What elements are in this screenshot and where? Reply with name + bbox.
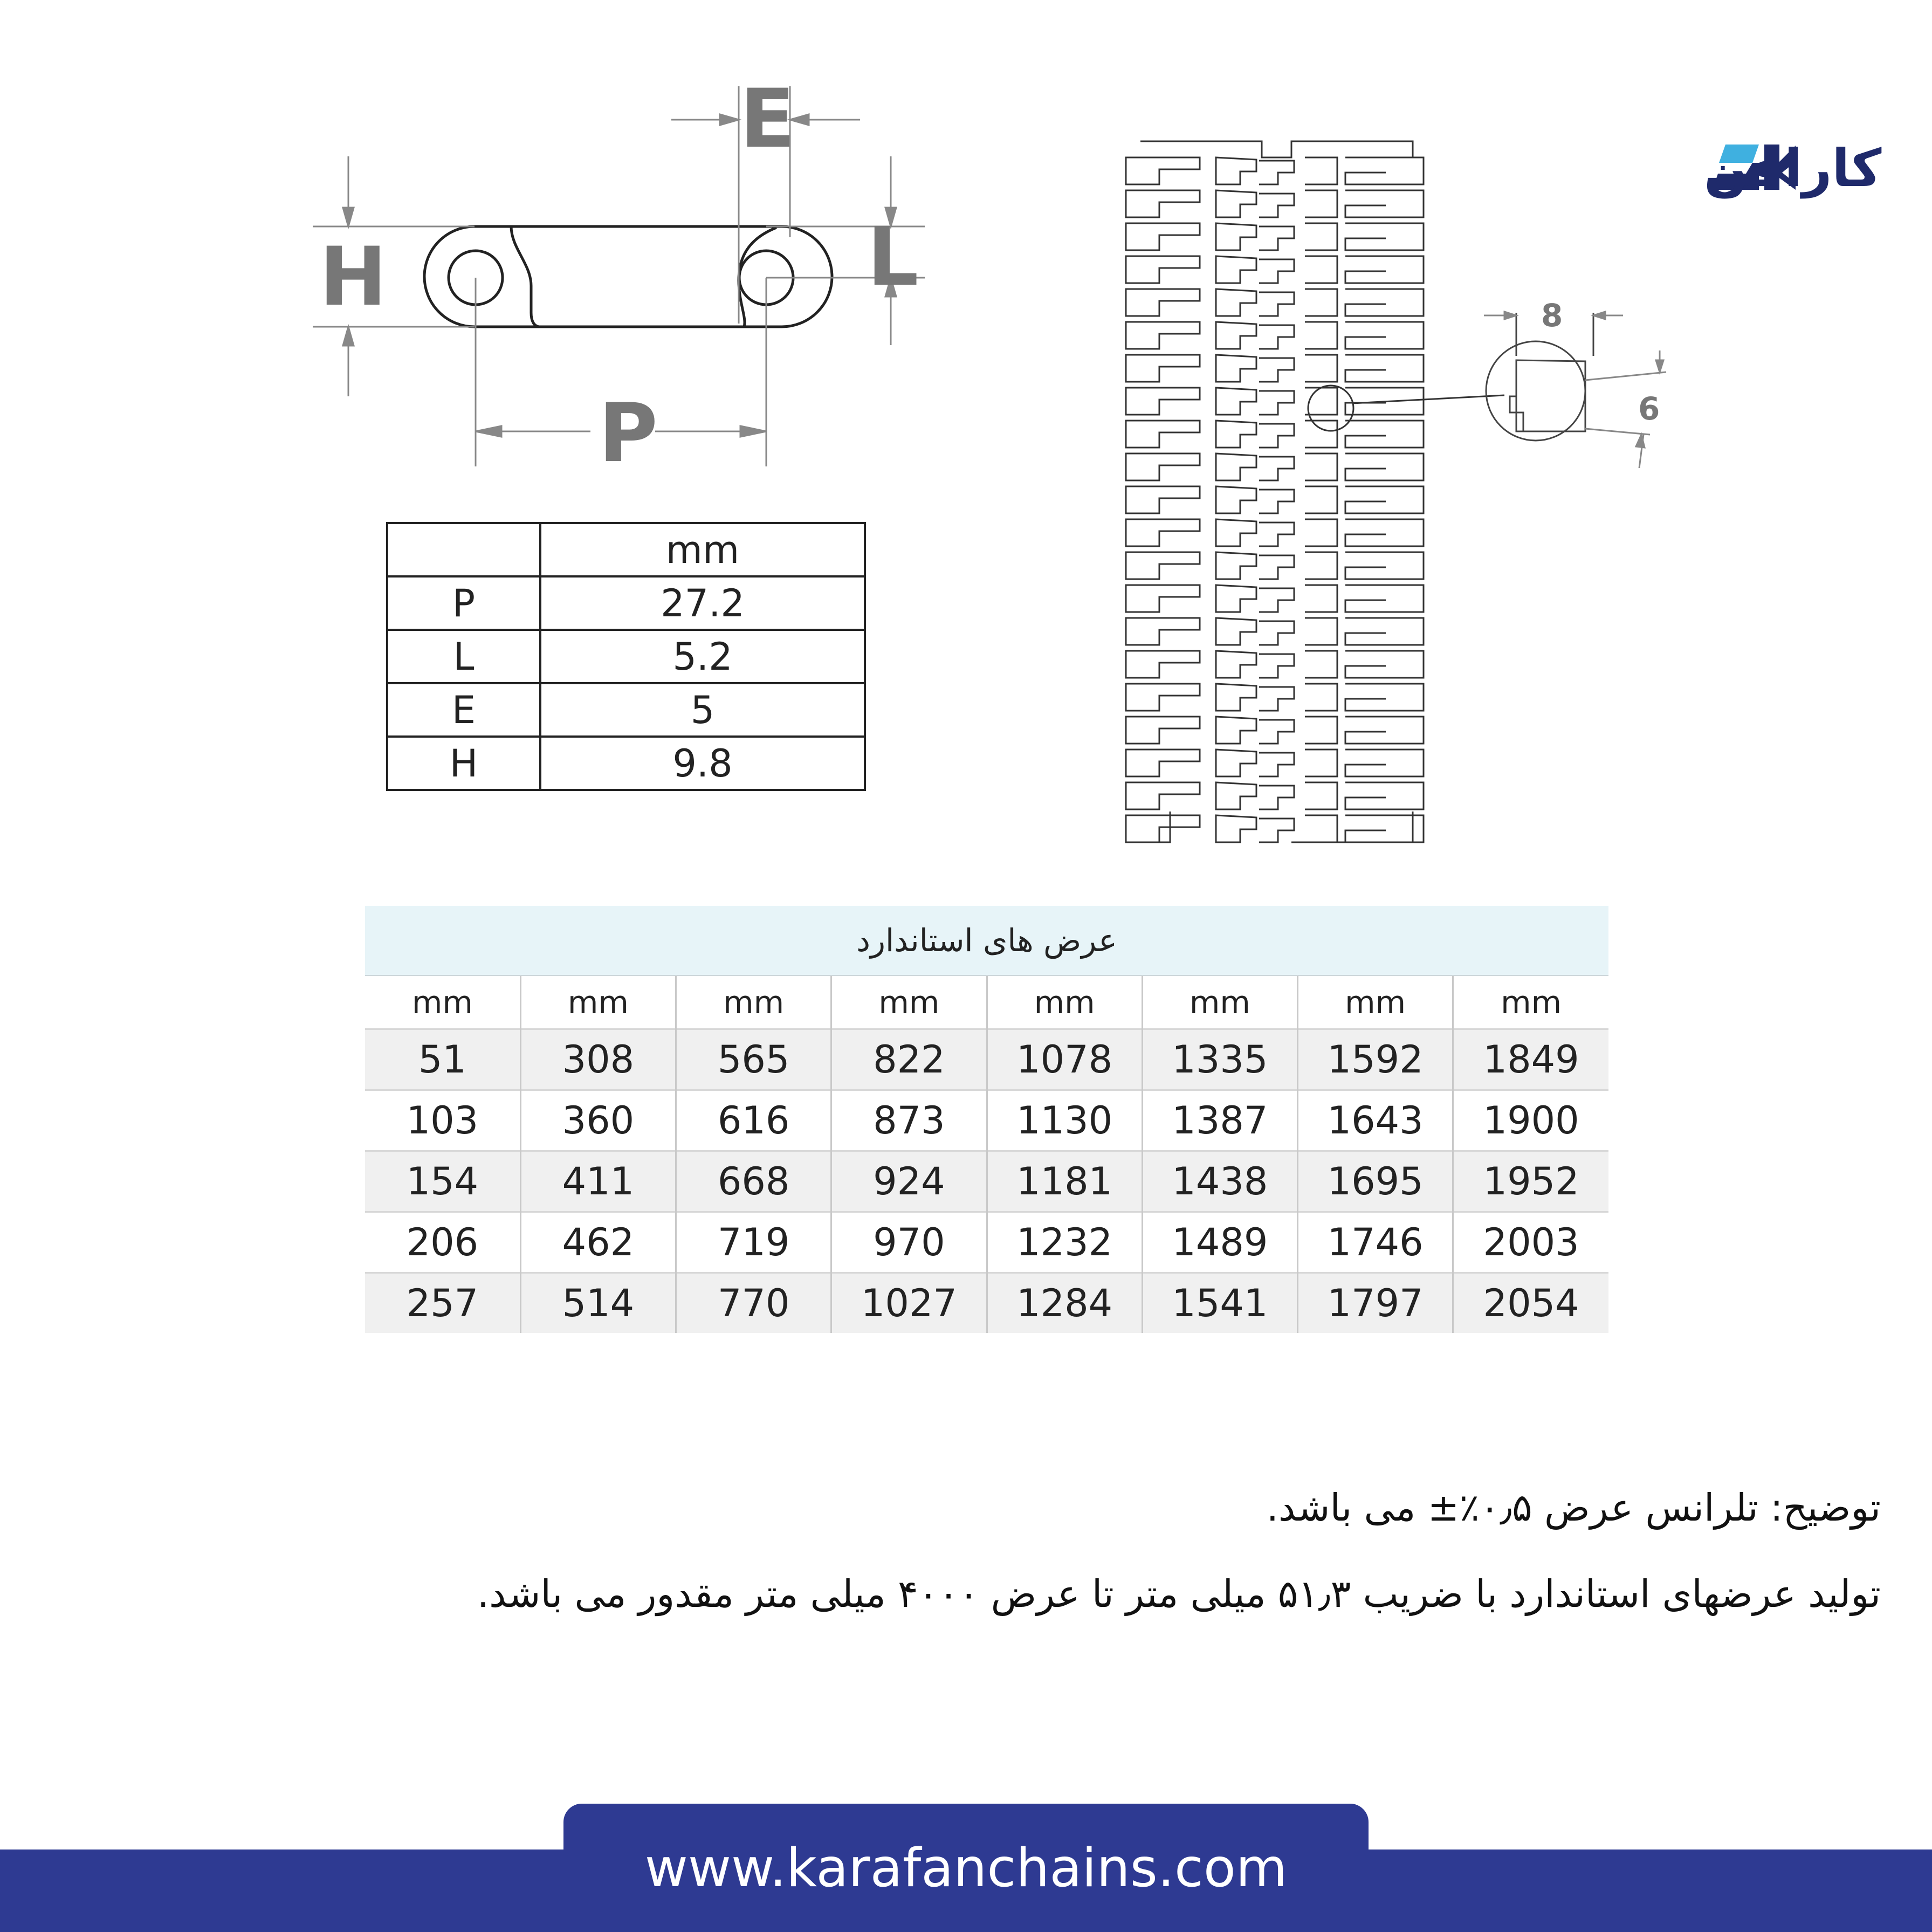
width-cell: 924 [831,1151,987,1212]
detail-dim-height: 6 [1638,390,1660,427]
dims-key: E [387,683,540,737]
width-cell: 719 [676,1212,831,1273]
dims-unit-header: mm [540,523,865,576]
width-cell: 2003 [1453,1212,1608,1273]
dims-key: P [387,576,540,630]
website-link[interactable]: www.karafanchains.com [644,1838,1288,1899]
belt-module-row [1126,355,1424,382]
dims-value: 9.8 [540,737,865,790]
width-cell: 616 [676,1090,831,1151]
unit-cell: mm [831,976,987,1029]
width-cell: 1027 [831,1273,987,1333]
unit-cell: mm [520,976,676,1029]
standard-widths-table [365,906,1608,1325]
logo-wordmark: کارافن [1704,138,1882,198]
width-cell: 462 [520,1212,676,1273]
belt-top-edge [1140,141,1413,157]
width-cell: 1078 [987,1029,1142,1090]
width-cell: 1232 [987,1212,1142,1273]
width-cell: 1284 [987,1273,1142,1333]
width-cell: 1541 [1142,1273,1297,1333]
width-cell: 873 [831,1090,987,1151]
dims-key: H [387,737,540,790]
width-cell: 1900 [1453,1090,1608,1151]
belt-module-row [1126,651,1424,678]
width-cell: 257 [365,1273,520,1333]
belt-module-row [1126,750,1424,776]
dims-corner [387,523,540,576]
width-cell: 1489 [1142,1212,1297,1273]
unit-cell: mm [987,976,1142,1029]
width-cell: 1849 [1453,1029,1608,1090]
belt-module-row [1126,618,1424,645]
width-cell: 360 [520,1090,676,1151]
width-cell: 1438 [1142,1151,1297,1212]
dims-value: 5.2 [540,630,865,683]
belt-module-row [1126,717,1424,744]
width-cell: 770 [676,1273,831,1333]
unit-cell: mm [676,976,831,1029]
unit-cell: mm [365,976,520,1029]
belt-module-row [1126,256,1424,283]
label-E: E [740,72,795,166]
note-production: تولید عرضهای استاندارد با ضریب ۵۱٫۳ میلی متر تا عرض ۴۰۰۰ میلی متر مقدور می باشد. [477,1572,1881,1616]
width-cell: 1181 [987,1151,1142,1212]
width-cell: 103 [365,1090,520,1151]
unit-cell: mm [1453,976,1608,1029]
belt-module-row [1126,684,1424,711]
width-cell: 1952 [1453,1151,1608,1212]
label-P: P [599,387,658,480]
karafan-logo [1467,137,1882,202]
belt-module-row [1126,453,1424,480]
width-cell: 2054 [1453,1273,1608,1333]
detail-zoom-circle [1486,341,1585,441]
table-row [365,1090,1608,1151]
link-body-outline [424,226,832,327]
width-cell: 206 [365,1212,520,1273]
chain-link-diagram [302,72,949,485]
belt-module-row [1126,223,1424,250]
belt-module-row [1126,782,1424,809]
width-cell: 308 [520,1029,676,1090]
width-cell: 1592 [1298,1029,1453,1090]
link-dimensions-table [386,522,866,791]
note-tolerance: توضیح: تلرانس عرض ۰٫۵٪± می باشد. [1266,1486,1881,1530]
width-cell: 970 [831,1212,987,1273]
table-row [365,1273,1608,1333]
label-L: L [867,210,919,304]
width-cell: 668 [676,1151,831,1212]
width-cell: 1643 [1298,1090,1453,1151]
width-cell: 1746 [1298,1212,1453,1273]
belt-module-row [1126,190,1424,217]
dims-value: 27.2 [540,576,865,630]
width-cell: 1335 [1142,1029,1297,1090]
width-cell: 822 [831,1029,987,1090]
widths-unit-row [365,976,1608,1029]
link-left-joint-curve [511,226,539,327]
width-cell: 1797 [1298,1273,1453,1333]
belt-module-rows [1126,157,1424,842]
belt-module-row [1126,157,1424,184]
dims-key: L [387,630,540,683]
belt-module-row [1126,519,1424,546]
dims-value: 5 [540,683,865,737]
belt-top-view-diagram [1116,129,1440,857]
width-cell: 51 [365,1029,520,1090]
detail-callout-circle-small [1308,386,1353,431]
width-cell: 565 [676,1029,831,1090]
width-cell: 514 [520,1273,676,1333]
detail-dim-width: 8 [1541,297,1563,334]
table-row [365,1212,1608,1273]
table-row [365,1029,1608,1090]
unit-cell: mm [1298,976,1453,1029]
width-cell: 1695 [1298,1151,1453,1212]
widths-caption: عرض های استاندارد [365,906,1608,976]
belt-module-row [1126,322,1424,349]
width-cell: 1130 [987,1090,1142,1151]
belt-module-row [1126,585,1424,612]
belt-detail-zoom [1477,297,1672,475]
belt-module-row [1126,289,1424,316]
width-cell: 154 [365,1151,520,1212]
table-row [365,1151,1608,1212]
label-H: H [319,230,387,324]
width-cell: 1387 [1142,1090,1297,1151]
belt-module-row [1126,421,1424,448]
belt-module-row [1126,552,1424,579]
widths-grid [365,976,1608,1333]
unit-cell: mm [1142,976,1297,1029]
belt-module-row [1126,486,1424,513]
width-cell: 411 [520,1151,676,1212]
